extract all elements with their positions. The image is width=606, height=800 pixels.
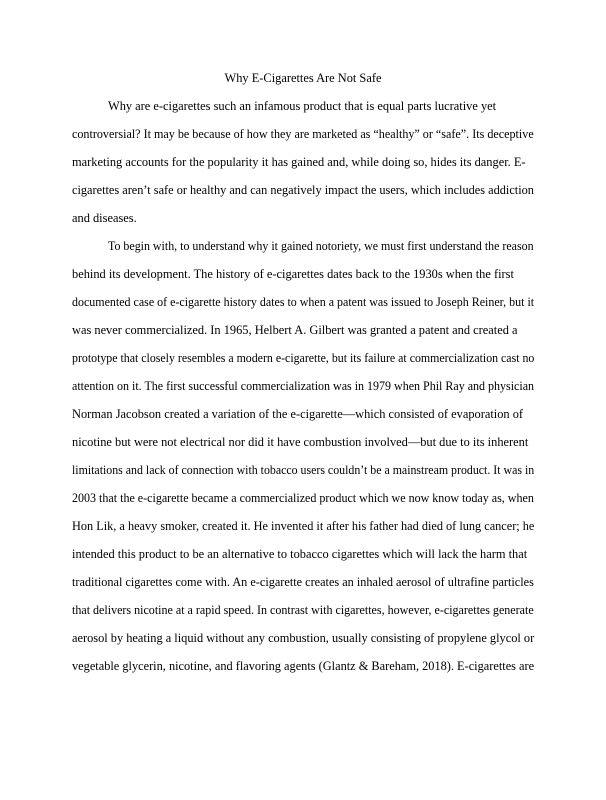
paragraph-line: limitations and lack of connection with tobacco users couldn’t be a mainstream product. It was in xyxy=(72,463,535,477)
paragraph-line: attention on it. The first successful commercialization was in 1979 when Phil Ray and physician xyxy=(72,379,535,393)
paragraph-line: nicotine but were not electrical nor did it have combustion involved—but due to its inherent xyxy=(72,435,529,449)
paragraph-line: behind its development. The history of e-cigarettes dates back to the 1930s when the first xyxy=(72,267,514,281)
paragraph-line: intended this product to be an alternative to tobacco cigarettes which will lack the harm that xyxy=(72,547,528,561)
paragraph-line: prototype that closely resembles a modern e-cigarette, but its failure at commercialization cast no xyxy=(72,351,535,365)
paragraph-line: aerosol by heating a liquid without any combustion, usually consisting of propylene glycol or xyxy=(72,631,535,645)
paragraph-line: cigarettes aren’t safe or healthy and can negatively impact the users, which includes addiction xyxy=(72,183,534,197)
paragraph-line: was never commercialized. In 1965, Helbert A. Gilbert was granted a patent and created a xyxy=(72,323,518,337)
paragraph-line: documented case of e-cigarette history dates to when a patent was issued to Joseph Reiner, but it xyxy=(72,295,535,309)
paragraph-line: To begin with, to understand why it gained notoriety, we must first understand the reason xyxy=(108,239,534,253)
paragraph-line: that delivers nicotine at a rapid speed. In contrast with cigarettes, however, e-cigarettes generate xyxy=(72,603,534,617)
paragraph-line: 2003 that the e-cigarette became a commercialized product which we now know today as, when xyxy=(72,491,534,505)
paragraph-line: controversial? It may be because of how they are marketed as “healthy” or “safe”. Its deceptive xyxy=(72,127,534,141)
paragraph-line: Hon Lik, a heavy smoker, created it. He invented it after his father had died of lung cancer; he xyxy=(72,519,535,533)
paragraph-line: vegetable glycerin, nicotine, and flavoring agents (Glantz & Bareham, 2018). E-cigarettes are xyxy=(72,659,535,673)
paragraph-line: Why are e-cigarettes such an infamous product that is equal parts lucrative yet xyxy=(108,99,497,113)
paragraph-line: Norman Jacobson created a variation of the e-cigarette—which consisted of evaporation of xyxy=(72,407,524,421)
paragraph-line: marketing accounts for the popularity it has gained and, while doing so, hides its danger. E- xyxy=(72,155,526,169)
document-title: Why E-Cigarettes Are Not Safe xyxy=(224,71,382,85)
paragraph-line: and diseases. xyxy=(72,211,137,225)
paragraph-line: traditional cigarettes come with. An e-cigarette creates an inhaled aerosol of ultrafine particles xyxy=(72,575,534,589)
